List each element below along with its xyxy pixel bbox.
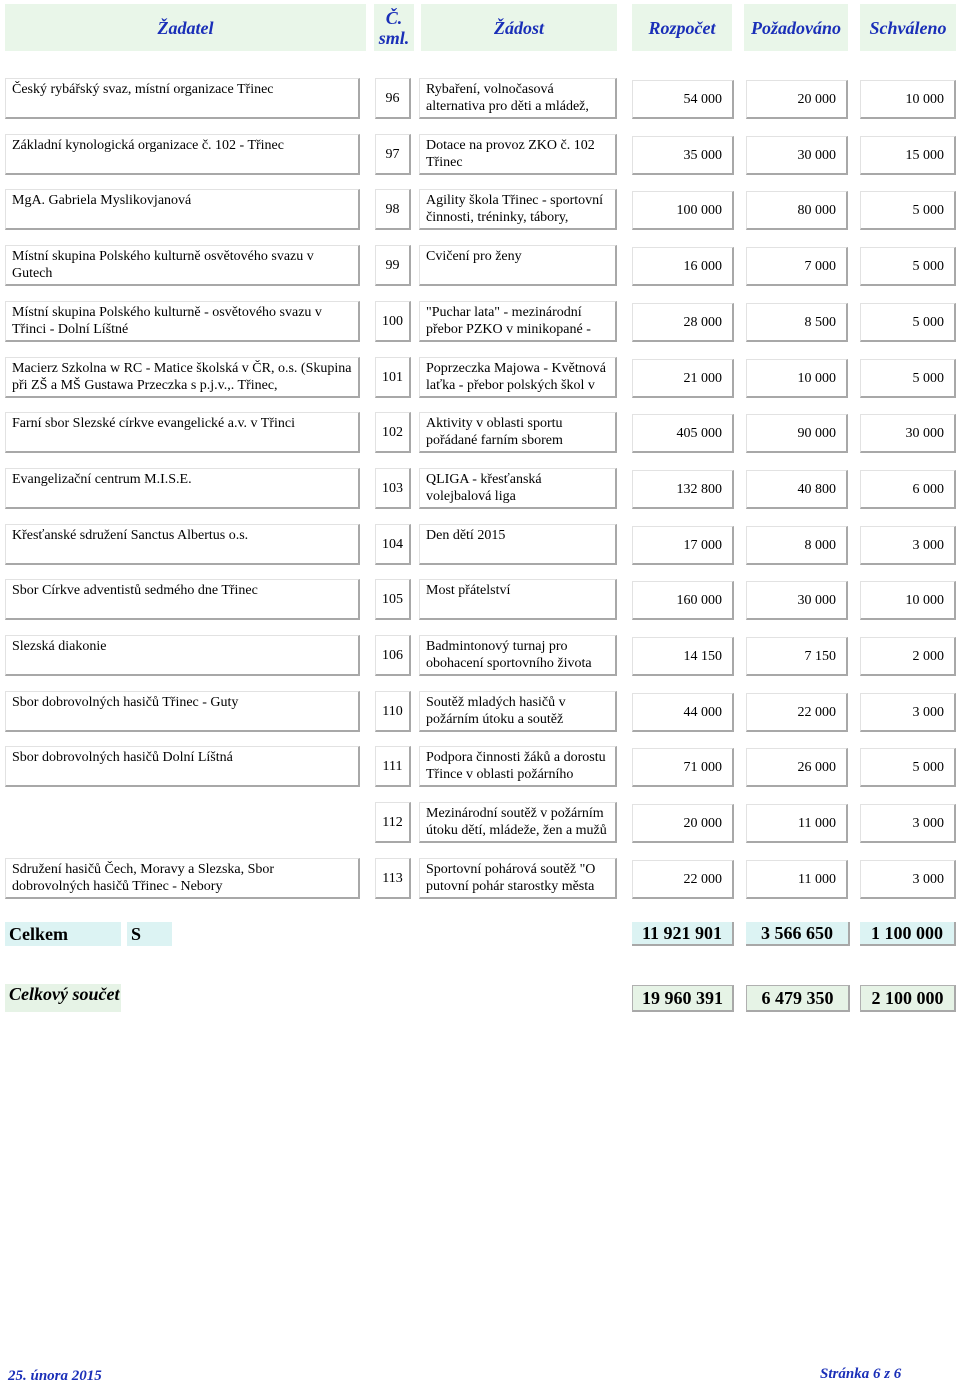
request-cell: Sportovní pohárová soutěž "O putovní pohár starostky města [419,858,617,899]
request-cell: Cvičení pro ženy [419,245,617,286]
header-approved: Schváleno [860,4,956,51]
footer-date: 25. února 2015 [8,1368,102,1384]
contract-number-cell: 106 [375,635,411,676]
requested-cell: 11 000 [746,804,848,843]
grand-total-requested: 6 479 350 [746,985,850,1012]
applicant-cell: Sdružení hasičů Čech, Moravy a Slezska, Sbor dobrovolných hasičů Třinec - Nebory [5,858,360,899]
budget-cell: 16 000 [632,247,734,286]
applicant-cell: Sbor dobrovolných hasičů Třinec - Guty [5,691,360,732]
budget-cell: 405 000 [632,414,734,453]
requested-cell: 90 000 [746,414,848,453]
budget-cell: 160 000 [632,581,734,620]
contract-number-cell: 103 [375,468,411,509]
approved-cell: 3 000 [860,526,956,565]
budget-cell: 20 000 [632,804,734,843]
contract-number-cell: 98 [375,189,411,230]
budget-cell: 28 000 [632,303,734,342]
requested-cell: 20 000 [746,80,848,119]
contract-number-cell: 105 [375,579,411,620]
header-applicant: Žadatel [5,4,366,51]
approved-cell: 15 000 [860,136,956,175]
request-cell: Aktivity v oblasti sportu pořádané farním sborem [419,412,617,453]
grand-total-budget: 19 960 391 [632,985,734,1012]
requested-cell: 22 000 [746,693,848,732]
budget-cell: 132 800 [632,470,734,509]
request-cell: Mezinárodní soutěž v požárním útoku dětí, mládeže, žen a mužů [419,802,617,843]
requested-cell: 8 000 [746,526,848,565]
applicant-cell: Místní skupina Polského kulturně - osvětového svazu v Třinci - Dolní Líštné [5,301,360,342]
header-number: Č. sml. [374,4,414,51]
contract-number-cell: 112 [375,802,411,843]
applicant-cell: Sbor Církve adventistů sedmého dne Třinec [5,579,360,620]
request-cell: Den dětí 2015 [419,524,617,565]
request-cell: "Puchar lata" - mezinárodní přebor PZKO v minikopané - [419,301,617,342]
header-request: Žádost [421,4,617,51]
requested-cell: 7 150 [746,637,848,676]
budget-cell: 17 000 [632,526,734,565]
request-cell: Badmintonový turnaj pro obohacení sportovního života [419,635,617,676]
budget-cell: 21 000 [632,359,734,398]
applicant-cell: MgA. Gabriela Myslikovjanová [5,189,360,230]
requested-cell: 11 000 [746,860,848,899]
approved-cell: 3 000 [860,693,956,732]
contract-number-cell: 100 [375,301,411,342]
total-budget: 11 921 901 [632,922,734,946]
request-cell: QLIGA - křesťanská volejbalová liga [419,468,617,509]
approved-cell: 5 000 [860,359,956,398]
contract-number-cell: 96 [375,78,411,119]
requested-cell: 8 500 [746,303,848,342]
total-requested: 3 566 650 [746,922,850,946]
requested-cell: 80 000 [746,191,848,230]
request-cell: Agility škola Třinec - sportovní činnosti, tréninky, tábory, [419,189,617,230]
contract-number-cell: 113 [375,858,411,899]
total-code: S [127,922,172,946]
footer-page: Stránka 6 z 6 [820,1366,902,1382]
requested-cell: 7 000 [746,247,848,286]
header-requested: Požadováno [744,4,848,51]
request-cell: Dotace na provoz ZKO č. 102 Třinec [419,134,617,175]
budget-cell: 100 000 [632,191,734,230]
approved-cell: 3 000 [860,804,956,843]
approved-cell: 6 000 [860,470,956,509]
contract-number-cell: 111 [375,746,411,787]
approved-cell: 2 000 [860,637,956,676]
contract-number-cell: 104 [375,524,411,565]
contract-number-cell: 110 [375,691,411,732]
approved-cell: 5 000 [860,191,956,230]
applicant-cell: Sbor dobrovolných hasičů Dolní Líštná [5,746,360,787]
approved-cell: 10 000 [860,581,956,620]
budget-cell: 44 000 [632,693,734,732]
request-cell: Most přátelství [419,579,617,620]
request-cell: Rybaření, volnočasová alternativa pro děti a mládež, [419,78,617,119]
approved-cell: 10 000 [860,80,956,119]
header-budget: Rozpočet [632,4,732,51]
approved-cell: 5 000 [860,303,956,342]
requested-cell: 26 000 [746,748,848,787]
approved-cell: 5 000 [860,748,956,787]
grand-total-approved: 2 100 000 [860,985,956,1012]
request-cell: Poprzeczka Majowa - Květnová laťka - přebor polských škol v [419,357,617,398]
budget-cell: 14 150 [632,637,734,676]
applicant-cell: Křesťanské sdružení Sanctus Albertus o.s. [5,524,360,565]
contract-number-cell: 102 [375,412,411,453]
total-label: Celkem [5,922,121,946]
total-approved: 1 100 000 [860,922,956,946]
budget-cell: 35 000 [632,136,734,175]
applicant-cell: Farní sbor Slezské církve evangelické a.v. v Třinci [5,412,360,453]
requested-cell: 40 800 [746,470,848,509]
grand-total-label: Celkový součet [5,984,121,1012]
request-cell: Soutěž mladých hasičů v požárním útoku a soutěž [419,691,617,732]
applicant-cell: Český rybářský svaz, místní organizace Třinec [5,78,360,119]
request-cell: Podpora činnosti žáků a dorostu Třince v oblasti požárního [419,746,617,787]
contract-number-cell: 99 [375,245,411,286]
requested-cell: 10 000 [746,359,848,398]
approved-cell: 5 000 [860,247,956,286]
applicant-cell: Macierz Szkolna w RC - Matice školská v ČR, o.s. (Skupina při ZŠ a MŠ Gustawa Przeczka s p.j.v.,. Třinec, [5,357,360,398]
budget-cell: 54 000 [632,80,734,119]
approved-cell: 3 000 [860,860,956,899]
budget-cell: 71 000 [632,748,734,787]
requested-cell: 30 000 [746,581,848,620]
applicant-cell: Evangelizační centrum M.I.S.E. [5,468,360,509]
contract-number-cell: 101 [375,357,411,398]
applicant-cell: Slezská diakonie [5,635,360,676]
applicant-cell: Základní kynologická organizace č. 102 - Třinec [5,134,360,175]
requested-cell: 30 000 [746,136,848,175]
contract-number-cell: 97 [375,134,411,175]
budget-cell: 22 000 [632,860,734,899]
applicant-cell: Místní skupina Polského kulturně osvětového svazu v Gutech [5,245,360,286]
approved-cell: 30 000 [860,414,956,453]
